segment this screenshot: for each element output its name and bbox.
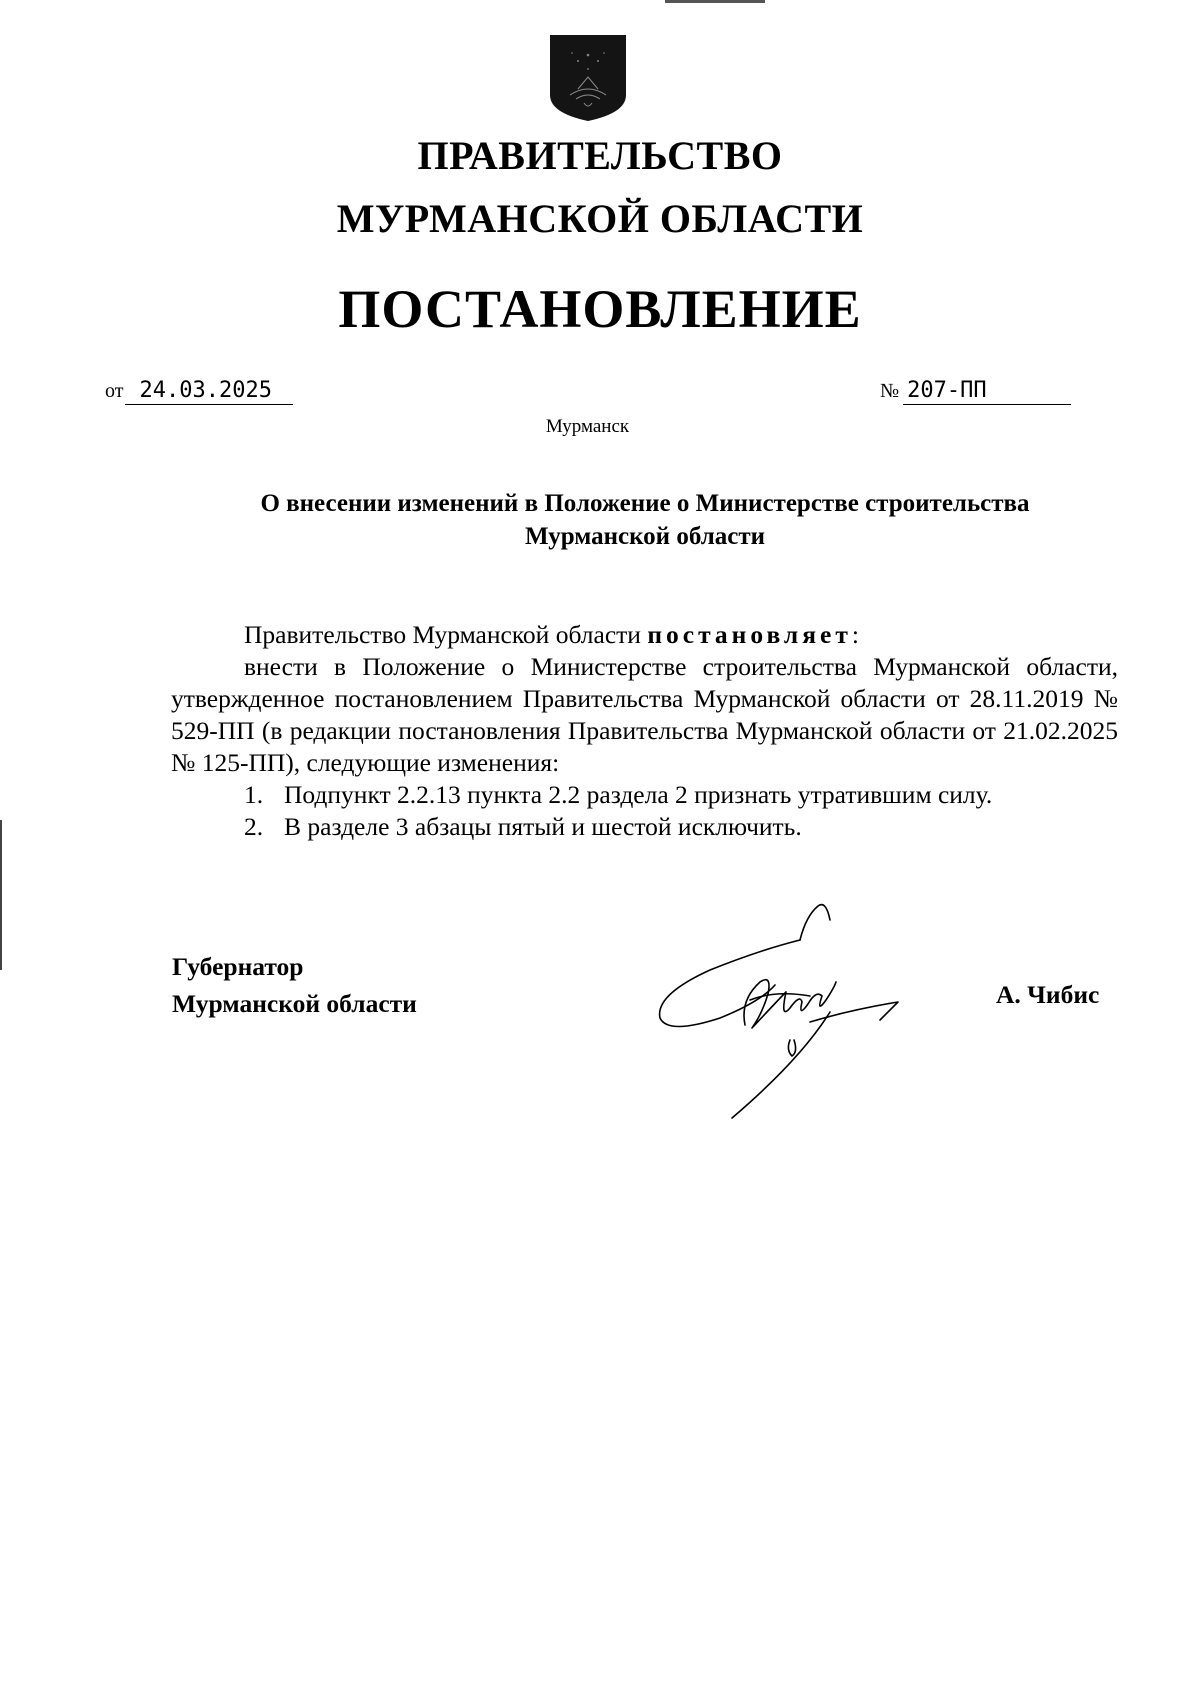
signer-title-line2: Мурманской области xyxy=(172,989,417,1018)
intro-colon: : xyxy=(851,620,859,649)
number-row xyxy=(880,380,1071,405)
number-prefix: № xyxy=(880,380,900,402)
list-item-text: Подпункт 2.2.13 пункта 2.2 раздела 2 признать утратившим силу. xyxy=(284,780,993,809)
list-item xyxy=(171,779,1118,811)
date-row xyxy=(105,380,293,405)
signer-name: А. Чибис xyxy=(996,980,1100,1009)
subject-line2: Мурманской области xyxy=(524,523,766,550)
scan-artifact-left xyxy=(0,820,2,970)
signer-title-line1: Губернатор xyxy=(172,952,304,981)
list-item xyxy=(171,811,1118,843)
document-number: 207-ПП xyxy=(903,380,1071,405)
signer-title xyxy=(172,948,417,1022)
document-body xyxy=(171,619,1118,843)
document-subject xyxy=(170,487,1120,553)
coat-of-arms-icon xyxy=(548,33,628,123)
org-name-line2: МУРМАНСКОЙ ОБЛАСТИ xyxy=(336,196,864,241)
intro-action: постановляет xyxy=(647,620,852,649)
org-name-line1: ПРАВИТЕЛЬСТВО xyxy=(417,133,783,178)
list-item-number: 1. xyxy=(244,780,264,809)
city: Мурманск xyxy=(545,416,630,437)
intro-paragraph xyxy=(171,619,1118,651)
document-type: ПОСТАНОВЛЕНИЕ xyxy=(338,279,862,339)
document-date: 24.03.2025 xyxy=(125,380,293,405)
main-paragraph: внести в Положение о Министерстве строительства Мурманской области, утвержденное постановлением Правительства Мурманской области от 28.11.2019 № 529-ПП (в редакции постановления Правительства Мурманской области от 21.02.2025 № 125-ПП), следующие изменения: xyxy=(171,652,1118,777)
signature-icon xyxy=(640,890,920,1120)
list-item-number: 2. xyxy=(244,812,264,841)
date-prefix: от xyxy=(105,380,124,402)
list-item-text: В разделе 3 абзацы пятый и шестой исключить. xyxy=(284,812,802,841)
subject-line1: О внесении изменений в Положение о Министерстве строительства xyxy=(260,490,1030,517)
intro-text: Правительство Мурманской области xyxy=(244,620,648,649)
scan-artifact-top xyxy=(665,0,765,3)
